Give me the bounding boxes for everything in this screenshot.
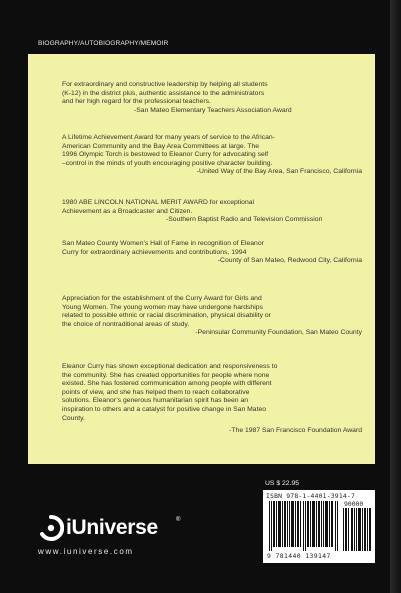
endorsement-block-4 (62, 240, 362, 266)
iuniverse-swirl-icon (38, 515, 64, 541)
endorsement-line: Appreciation for the establishment of the Curry Award for Girls and (62, 295, 262, 302)
supplement-bars (343, 508, 371, 551)
endorsement-line: Young Women. The young women may have undergone hardships (62, 303, 263, 311)
isbn-barcode (263, 490, 375, 563)
endorsement-source: -United Way of the Bay Area, San Francisco, California (196, 168, 362, 176)
barcode-digits: 9 781440 139147 (267, 552, 331, 560)
barcode-bars (269, 501, 339, 551)
endorsement-line: 1980 ABE LINCOLN NATIONAL MERIT AWARD for exceptional (62, 199, 255, 206)
endorsement-line: –control in the minds of youth encouraging positive character building. (62, 159, 273, 167)
publisher-name: iUniverse (66, 516, 158, 539)
endorsement-block-1 (62, 81, 362, 115)
endorsement-line: San Mateo County Women’s Hall of Fame in recognition of Eleanor (62, 240, 264, 247)
endorsement-line: A Lifetime Achievement Award for many years of service to the African- (62, 134, 275, 141)
endorsement-line: the community. She has created opportunities for people where none (62, 371, 270, 379)
publisher-url: www.iuniverse.com (38, 547, 134, 556)
endorsement-line: existed. She has fostered communication among people with different (62, 380, 272, 388)
endorsement-line: Eleanor Curry has shown exceptional dedication and responsiveness to (62, 363, 278, 370)
endorsement-line: inspiration to others and a catalyst for positive change in San Mateo (62, 405, 267, 413)
endorsement-block-5 (62, 295, 362, 338)
endorsement-line: 1996 Olympic Torch is bestowed to Eleanor Curry for advocating self (62, 151, 269, 159)
endorsement-line: American Community and the Bay Area Committees at large. The (62, 142, 260, 150)
endorsement-block-3 (62, 199, 362, 225)
endorsement-source: -San Mateo Elementary Teachers Association Award (134, 106, 292, 114)
endorsement-source: -Southern Baptist Radio and Television Commission (166, 216, 323, 224)
isbn-text: ISBN 978-1-4401-3914-7 (266, 492, 356, 500)
endorsement-line: For extraordinary and constructive leadership by helping all students (62, 81, 268, 88)
supplement-code: 90000 (344, 500, 364, 508)
endorsement-line: related to possible ethnic or racial discrimination, physical disability or (62, 312, 271, 320)
book-spine-edge (390, 0, 401, 593)
endorsement-line: County. (62, 414, 85, 422)
price-label: US $ 22.95 (265, 480, 300, 487)
endorsement-source: -The 1987 San Francisco Foundation Award (229, 427, 362, 435)
registered-mark: ® (176, 517, 181, 523)
endorsement-line: Curry for extraordinary achievements and contributions, 1994 (62, 248, 247, 256)
endorsement-source: -Peninsular Community Foundation, San Mateo County (195, 329, 362, 337)
endorsement-line: points of view, and she has helped them to reach collaborative (62, 388, 250, 396)
endorsement-block-2 (62, 134, 362, 177)
endorsement-source: -County of San Mateo, Redwood City, California (217, 257, 362, 265)
endorsement-line: and her high regard for the professional teachers. (62, 98, 211, 106)
endorsement-line: solutions. Eleanor’s generous humanitarian spirit has been an (62, 397, 249, 405)
genre-label: BIOGRAPHY/AUTOBIOGRAPHY/MEMOIR (38, 40, 169, 47)
endorsement-line: Achievement as a Broadcaster and Citizen. (62, 207, 193, 215)
endorsement-block-6 (62, 363, 362, 436)
publisher-logo (38, 515, 188, 543)
endorsement-line: the choice of nontraditional areas of study. (62, 320, 190, 328)
endorsement-line: (K-12) in the district plus, authentic assistance to the administrators (62, 89, 265, 97)
